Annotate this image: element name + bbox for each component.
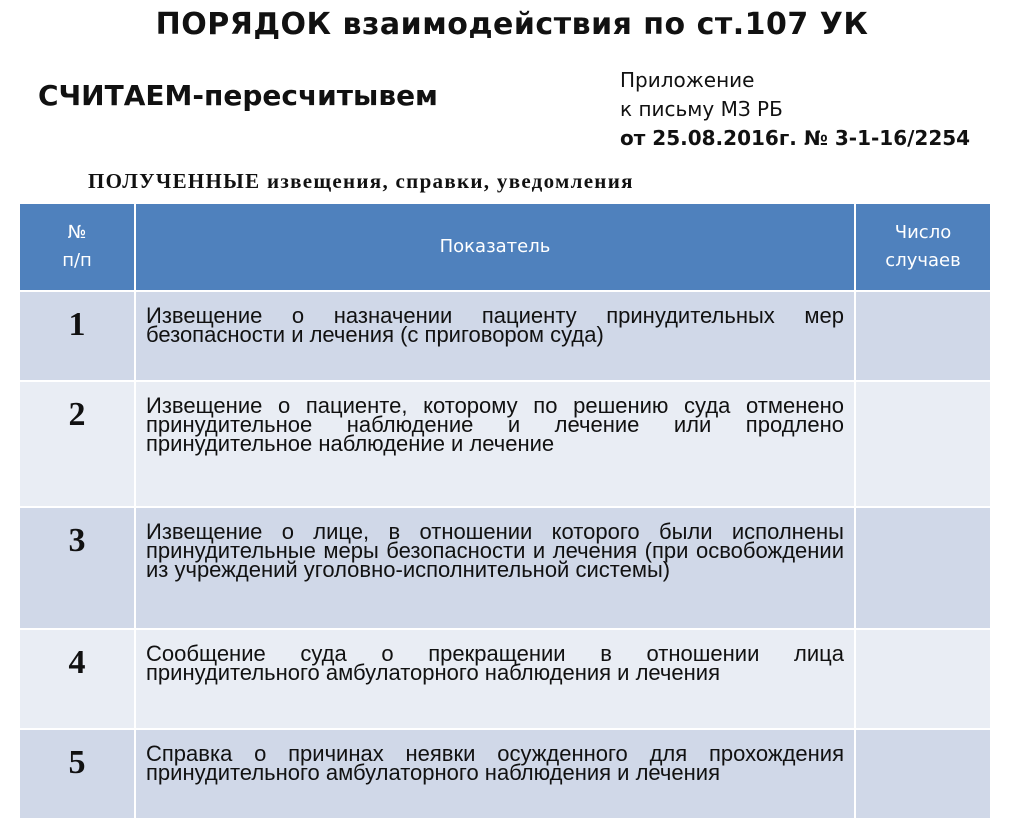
row-count-cell[interactable] [855, 507, 991, 629]
table-row [19, 291, 991, 381]
appendix-line-2: к письму МЗ РБ [620, 97, 783, 121]
row-indicator: Сообщение суда о прекращении в отношении лица принудительного амбулаторного наблюдения и лечения [135, 629, 855, 729]
table-row [19, 381, 991, 507]
row-indicator: Извещение о пациенте, которому по решению суда отменено принудительное наблюдение и лечение или продлено принудительное наблюдение и лечение [135, 381, 855, 507]
row-count-cell[interactable] [855, 291, 991, 381]
row-number: 4 [19, 629, 135, 729]
table-row [19, 507, 991, 629]
row-number: 5 [19, 729, 135, 819]
row-indicator: Извещение о назначении пациенту принудительных мер безопасности и лечения (с приговором суда) [135, 291, 855, 381]
indicators-table [18, 202, 992, 820]
column-header-indicator: Показатель [135, 203, 855, 291]
row-count-cell[interactable] [855, 729, 991, 819]
appendix-line-1: Приложение [620, 68, 755, 92]
table-header-row [19, 203, 991, 291]
row-number: 2 [19, 381, 135, 507]
table-row [19, 629, 991, 729]
column-header-number-label: № п/п [62, 222, 92, 271]
table-row [19, 729, 991, 819]
column-header-number [19, 203, 135, 291]
row-number: 1 [19, 291, 135, 381]
row-number: 3 [19, 507, 135, 629]
row-indicator: Извещение о лице, в отношении которого были исполнены принудительные меры безопасности и лечения (при освобождении из учреждений уголовно-исполнительной системы) [135, 507, 855, 629]
column-header-count [855, 203, 991, 291]
row-indicator: Справка о причинах неявки осужденного для прохождения принудительного амбулаторного наблюдения и лечения [135, 729, 855, 819]
appendix-note [620, 66, 970, 153]
table-caption: ПОЛУЧЕННЫЕ извещения, справки, уведомления [88, 169, 634, 193]
column-header-count-label: Число случаев [885, 222, 961, 271]
appendix-line-3: от 25.08.2016г. № 3-1-16/2254 [620, 126, 971, 150]
slide-subtitle: СЧИТАЕМ-пересчитывем [38, 79, 438, 112]
row-count-cell[interactable] [855, 381, 991, 507]
row-count-cell[interactable] [855, 629, 991, 729]
slide-title: ПОРЯДОК взаимодействия по ст.107 УК [155, 7, 869, 42]
